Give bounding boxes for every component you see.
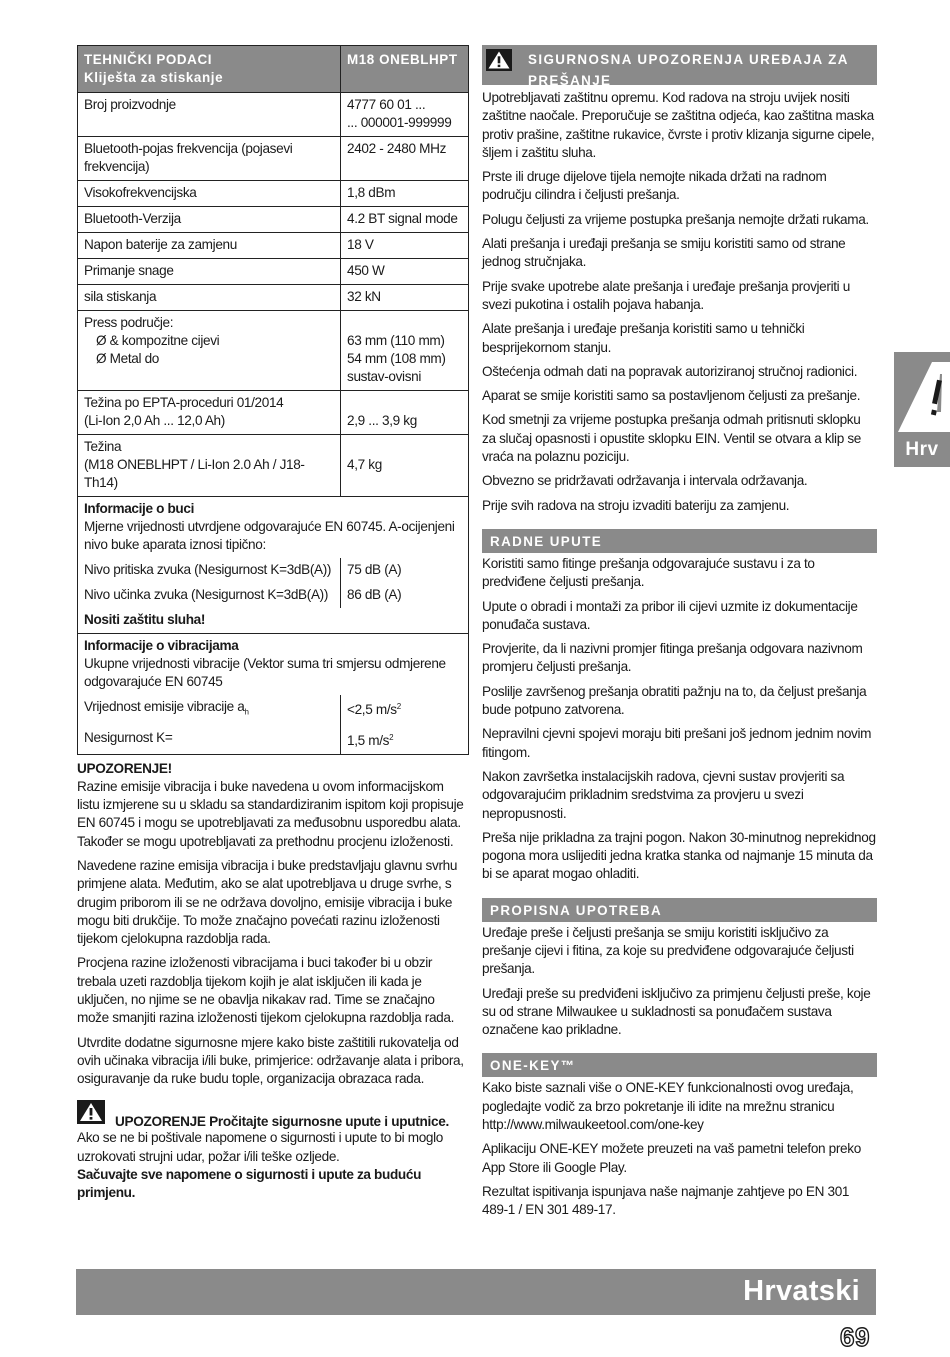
row-label: Napon baterije za zamjenu <box>78 233 341 259</box>
safety-warning-title: UPOZORENJE Pročitajte sigurnosne upute i uputnice. <box>115 1114 449 1130</box>
paragraph: Koristiti samo fitinge prešanja odgovarajuće sustavu i za to predviđene čeljusti prešanja. <box>482 555 815 590</box>
row-label: Press područje: Ø & kompozitne cijevi Ø Metal do <box>78 311 341 391</box>
row-label: sila stiskanja <box>78 285 341 311</box>
paragraph: Uređaje preše i čeljusti prešanja se smiju koristiti isključivo za prešanje cijevi i fitina, za koje su predviđene odgovarajuće čeljusti prešanja. <box>482 924 854 977</box>
row-value: <2,5 $m/s^2$ <box>341 695 469 726</box>
press-item: Ø & kompozitne cijevi <box>96 333 220 348</box>
noise-desc: Mjerne vrijednosti utvrdjene odgovarajuće EN 60745. A-ocijenjeni nivo buke aparata iznosi tipično: <box>84 519 455 552</box>
row-label: Težina po EPTA-proceduri 01/2014 (Li-Ion 2,0 Ah ... 12,0 Ah) <box>78 391 341 435</box>
paragraph: Alate prešanja i uređaje prešanja koristiti samo u tehnički besprijekornom stanju. <box>482 321 805 355</box>
row-value: 2402 - 2480 MHz <box>341 137 469 181</box>
paragraph: Upute o obradi i montaži za pribor ili cijevi uzmite iz dokumentacije ponuđača sustava. <box>482 598 858 632</box>
row-value: 4,7 kg <box>341 435 469 497</box>
section-heading-use: PROPISNA UPOTREBA <box>482 898 877 922</box>
row-label: Primanje snage <box>78 259 341 285</box>
paragraph: Razine emisije vibracija i buke navedena u ovom informacijskom listu izmjerene su u skladu sa standardiziranim ispitom koji propisuje EN 60745 i mogu se upotrebljavati za međusobnu usporedbu alata. Također se mogu upotrebljavati za prethodnu procjenu izloženosti. <box>77 778 464 849</box>
paragraph: Oštećenja odmah dati na popravak autoriziranoj stručnoj radionici. <box>482 363 858 379</box>
paragraph: Utvrdite dodatne sigurnosne mjere kako biste zaštitili rukovatelja od ovih učinaka vibracija i/ili buke, primjerice: održavanje alata i pribora, osiguravanje da ruke budu tople, organizacija obrazaca rada. <box>77 1034 464 1087</box>
row-value: 2,9 ... 3,9 kg <box>341 391 469 435</box>
warning-title: UPOZORENJE! <box>77 760 172 776</box>
row-label: Broj proizvodnje <box>78 93 341 137</box>
paragraph: Preša nije prikladna za trajni pogon. Nakon 30-minutnog neprekidnog pogona mora uslijediti jedna kratka stanka od najmanje 15 minuta da bi se aparat mogao ohladiti. <box>482 829 876 882</box>
warning-icon <box>77 1100 105 1129</box>
table-row <box>78 233 469 259</box>
paragraph: Alati prešanja i uređaji prešanja se smiju koristiti samo od strane jednog stručnjaka. <box>482 236 846 270</box>
noise-row <box>78 583 469 608</box>
paragraph: Prije svih radova na stroju izvaditi bateriju za zamjenu. <box>482 497 790 513</box>
footer-language: Hrvatski <box>743 1275 860 1307</box>
vibration-row <box>78 726 469 755</box>
table-row <box>78 285 469 311</box>
row-label: Vrijednost emisije vibracije $a_h$ <box>78 695 341 726</box>
row-label: Bluetooth-Verzija <box>78 207 341 233</box>
vibration-title: Informacije o vibracijama <box>84 638 239 653</box>
row-value: 18 V <box>341 233 469 259</box>
vibration-desc: Ukupne vrijednosti vibracije (Vektor suma tri smjersu odmjerene odgovarajuće EN 60745 <box>84 656 446 689</box>
paragraph: Poslilje završenog prešanja obratiti pažnju na to, da čeljust prešanja bude potpuno zatvorena. <box>482 683 867 718</box>
paragraph: Prste ili druge dijelove tijela nemojte nikada držati na radnom području cilindra i čeljusti prešanja. <box>482 169 827 203</box>
safety-warning-heading <box>77 1100 469 1129</box>
table-row <box>78 181 469 207</box>
weight-row <box>78 391 469 435</box>
row-label: Bluetooth-pojas frekvencija (pojasevi frekvencija) <box>78 137 341 181</box>
side-tab-label: Hrv <box>905 439 939 460</box>
row-label: Nivo učinka zvuka (Nesigurnost K=3dB(A)) <box>78 583 341 608</box>
paragraph: Navedene razine emisija vibracija i buke predstavljaju glavnu svrhu primjene alata. Međutim, ako se alat upotrebljava u druge svrhe, s drugim priborom ili se ne održava dovoljno, emisije vibracija i buke mogu biti drukčije. To može značajno povećati razinu izloženosti tijekom cjelokupna razdoblja rada. <box>77 857 458 947</box>
paragraph: Prije svake upotrebe alate prešanja i uređaje prešanja provjeriti u svezi pukotina i ostalih pojava habanja. <box>482 278 850 312</box>
weight-row <box>78 435 469 497</box>
paragraph: Procjena razine izloženosti vibracijama i buci također bi u obzir trebala uzeti razdoblja tijekom kojih je alat isključen ili kada je uključen, no njime se ne obavlja nikakav rad. Time se značajno može smanjiti razina izloženosti tijekom cjelokupna razdoblja rada. <box>77 955 455 1026</box>
paragraph: Nepravilni cjevni spojevi moraju biti prešani još jednom jednim novim fitingom. <box>482 726 872 760</box>
table-row <box>78 207 469 233</box>
noise-row <box>78 558 469 583</box>
table-title: TEHNIČKI PODACI <box>84 52 213 67</box>
footer-bar <box>76 1269 876 1315</box>
warning-icon <box>486 49 512 75</box>
paragraph: Ako se ne bi poštivale napomene o sigurnosti i upute to bi moglo uzrokovati strujni udar, požar i/ili teške ozljede. <box>77 1130 444 1164</box>
vibration-row <box>78 695 469 726</box>
paragraph: Nakon završetka instalacijskih radova, cjevni sustav provjeriti sa odgovarajućim prikladnim sredstvima za provjeru u svezi nepropusnosti. <box>482 768 845 821</box>
table-header-model: M18 ONEBLHPT <box>341 46 469 93</box>
section-title: SIGURNOSNA UPOZORENJA UREĐAJA ZA PREŠANJE <box>528 52 849 88</box>
press-range-row <box>78 311 469 391</box>
press-item: Ø Metal do <box>96 351 159 366</box>
row-value: 32 kN <box>341 285 469 311</box>
row-value: 4777 60 01 ... ... 000001-999999 <box>341 93 469 137</box>
row-value: 4.2 BT signal mode <box>341 207 469 233</box>
paragraph: Obvezno se pridržavati održavanja i intervala održavanja. <box>482 473 808 489</box>
noise-info-row <box>78 497 469 559</box>
row-value: 86 dB (A) <box>341 583 469 608</box>
hearing-note-row <box>78 608 469 634</box>
left-column <box>77 45 469 1209</box>
paragraph: Provjerite, da li nazivni promjer fitinga prešanja odgovara nazivnom promjeru čeljusti prešanja. <box>482 641 863 675</box>
paragraph: Uređaji preše su predviđeni isključivo za primjenu čeljusti preše, koje su od strane Milwaukee u sukladnosti sa ponuđačem sustava označene kao prikladne. <box>482 985 871 1038</box>
section-heading-safety <box>482 45 877 88</box>
paragraph: Kako biste saznali više o ONE-KEY funkcionalnosti ovog uređaja, pogledajte vodič za brzo pokretanje ili idite na mrežnu stranicu http://www.milwaukeetool.com/one-key <box>482 1080 854 1133</box>
paragraph: Aplikaciju ONE-KEY možete preuzeti na vaš pametni telefon preko App Store ili Google Play. <box>482 1141 861 1175</box>
paragraph-bold: Sačuvajte sve napomene o sigurnosti i upute za buduću primjenu. <box>77 1167 422 1201</box>
row-label: Nesigurnost K= <box>78 726 341 755</box>
technical-data-table <box>77 45 469 755</box>
row-value: 450 W <box>341 259 469 285</box>
row-label: Težina (M18 ONEBLHPT / Li-Ion 2.0 Ah / J18-Th14) <box>78 435 341 497</box>
paragraph: Upotrebljavati zaštitnu opremu. Kod radova na stroju uvijek nositi zaštitne naočale. Preporučuje se zaštitna odjeća, kao zaštitna maska protiv prašine, zaštitne rukavice, čvrste i protiv klizanja sigurne cipele, šljem i zaštitu sluha. <box>482 90 875 160</box>
table-header-title <box>78 46 341 93</box>
table-row <box>78 137 469 181</box>
row-value: 75 dB (A) <box>341 558 469 583</box>
right-column <box>482 45 877 1226</box>
paragraph: Polugu čeljusti za vrijeme postupka prešanja nemojte držati rukama. <box>482 211 869 227</box>
table-row <box>78 93 469 137</box>
row-label: Nivo pritiska zvuka (Nesigurnost K=3dB(A)) <box>78 558 341 583</box>
noise-title: Informacije o buci <box>84 501 195 516</box>
row-value: 1,8 dBm <box>341 181 469 207</box>
language-side-tab <box>894 352 950 467</box>
noise-info <box>78 497 469 559</box>
section-heading-onekey: ONE-KEY™ <box>482 1053 877 1077</box>
table-header <box>78 46 469 93</box>
row-label: Visokofrekvencijska <box>78 181 341 207</box>
warning-icon <box>894 358 950 438</box>
row-value: 1,5 $m/s^2$ <box>341 726 469 755</box>
paragraph: Aparat se smije koristiti samo sa postavljenom čeljusti za prešanje. <box>482 388 861 404</box>
page-number: 69 <box>840 1322 870 1352</box>
vibration-info <box>78 634 469 696</box>
section-heading-work: RADNE UPUTE <box>482 529 877 553</box>
paragraph: Kod smetnji za vrijeme postupka prešanja odmah pritisnuti sklopku za slučaj opasnosti i opustite sklopku EIN. Ventil se otvara a klip se vraća na polaznu poziciju. <box>482 412 861 465</box>
vibration-info-row <box>78 634 469 696</box>
table-subtitle: Kliješta za stiskanje <box>84 70 224 85</box>
hearing-protection-note: Nositi zaštitu sluha! <box>78 608 469 634</box>
row-value: 63 mm (110 mm) 54 mm (108 mm) sustav-ovisni <box>341 311 469 391</box>
paragraph: Rezultat ispitivanja ispunjava naše najmanje zahtjeve po EN 301 489-1 / EN 301 489-17. <box>482 1183 850 1218</box>
table-row <box>78 259 469 285</box>
